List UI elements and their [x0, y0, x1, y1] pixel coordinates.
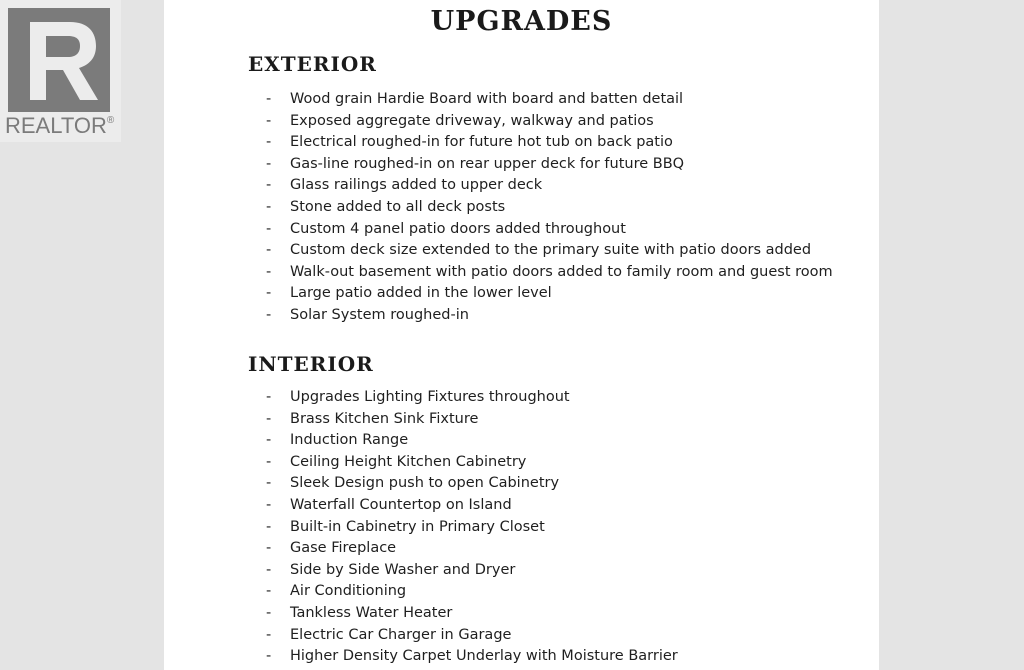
interior-item-label: Waterfall Countertop on Island — [290, 496, 512, 513]
bullet-dash: - — [266, 604, 272, 621]
exterior-item-label: Gas-line roughed-in on rear upper deck for future BBQ — [290, 155, 685, 172]
realtor-r-icon — [8, 8, 110, 112]
interior-item-label: Gase Fireplace — [290, 540, 397, 557]
interior-list-item — [266, 646, 678, 668]
bullet-dash: - — [266, 432, 272, 449]
exterior-list-item — [266, 305, 833, 327]
bullet-dash: - — [266, 285, 272, 302]
interior-list-item — [266, 625, 678, 647]
exterior-list-item — [266, 89, 833, 111]
exterior-list — [266, 89, 833, 327]
exterior-list-item — [266, 219, 833, 241]
interior-list-item — [266, 409, 678, 431]
interior-list-item — [266, 495, 678, 517]
bullet-dash: - — [266, 583, 272, 600]
bullet-dash: - — [266, 389, 272, 405]
bullet-dash: - — [266, 626, 272, 643]
bullet-dash: - — [266, 91, 272, 107]
exterior-item-label: Wood grain Hardie Board with board and batten detail — [290, 91, 684, 107]
exterior-list-item — [266, 240, 833, 262]
interior-list-item — [266, 387, 678, 409]
exterior-list-item — [266, 283, 833, 305]
exterior-item-label: Glass railings added to upper deck — [290, 177, 543, 194]
interior-list-item — [266, 452, 678, 474]
exterior-list-item — [266, 111, 833, 133]
interior-item-label: Air Conditioning — [290, 583, 407, 600]
interior-item-label: Higher Density Carpet Underlay with Moisture Barrier — [290, 648, 678, 665]
bullet-dash: - — [266, 112, 272, 129]
exterior-item-label: Custom 4 panel patio doors added throughout — [290, 220, 626, 237]
bullet-dash: - — [266, 410, 272, 427]
bullet-dash: - — [266, 540, 272, 557]
document-title: UPGRADES — [430, 6, 613, 37]
bullet-dash: - — [266, 518, 272, 535]
realtor-wordmark: REALTOR® — [5, 113, 115, 138]
bullet-dash: - — [266, 453, 272, 470]
interior-list-item — [266, 538, 678, 560]
bullet-dash: - — [266, 561, 272, 578]
interior-item-label: Tankless Water Heater — [290, 604, 453, 621]
exterior-item-label: Exposed aggregate driveway, walkway and patios — [290, 112, 654, 129]
interior-list-item — [266, 581, 678, 603]
interior-item-label: Upgrades Lighting Fixtures throughout — [290, 389, 570, 405]
exterior-item-label: Walk-out basement with patio doors added to family room and guest room — [290, 263, 833, 280]
bullet-dash: - — [266, 155, 272, 172]
bullet-dash: - — [266, 242, 272, 259]
exterior-list-item — [266, 175, 833, 197]
exterior-list-item — [266, 154, 833, 176]
bullet-dash: - — [266, 496, 272, 513]
bullet-dash: - — [266, 648, 272, 665]
interior-item-label: Ceiling Height Kitchen Cabinetry — [290, 453, 527, 470]
bullet-dash: - — [266, 263, 272, 280]
exterior-list-item — [266, 197, 833, 219]
interior-item-label: Brass Kitchen Sink Fixture — [290, 410, 479, 427]
exterior-item-label: Solar System roughed-in — [290, 306, 469, 323]
bullet-dash: - — [266, 475, 272, 492]
bullet-dash: - — [266, 220, 272, 237]
exterior-item-label: Electrical roughed-in for future hot tub on back patio — [290, 134, 673, 151]
bullet-dash: - — [266, 134, 272, 151]
interior-list-item — [266, 560, 678, 582]
bullet-dash: - — [266, 306, 272, 323]
bullet-dash: - — [266, 177, 272, 194]
interior-heading: INTERIOR — [248, 352, 374, 376]
interior-list-item — [266, 517, 678, 539]
exterior-item-label: Custom deck size extended to the primary suite with patio doors added — [290, 242, 812, 259]
exterior-item-label: Stone added to all deck posts — [290, 198, 506, 215]
interior-list-item — [266, 430, 678, 452]
interior-item-label: Electric Car Charger in Garage — [290, 626, 512, 643]
realtor-logo — [0, 0, 121, 142]
bullet-dash: - — [266, 198, 272, 215]
exterior-heading: EXTERIOR — [248, 52, 377, 76]
interior-list-item — [266, 603, 678, 625]
interior-item-label: Sleek Design push to open Cabinetry — [290, 475, 560, 492]
exterior-list-item — [266, 132, 833, 154]
interior-item-label: Built-in Cabinetry in Primary Closet — [290, 518, 545, 535]
interior-item-label: Induction Range — [290, 432, 409, 449]
exterior-list-item — [266, 262, 833, 284]
interior-list-item — [266, 473, 678, 495]
interior-item-label: Side by Side Washer and Dryer — [290, 561, 516, 578]
exterior-item-label: Large patio added in the lower level — [290, 285, 552, 302]
interior-list — [266, 387, 678, 668]
